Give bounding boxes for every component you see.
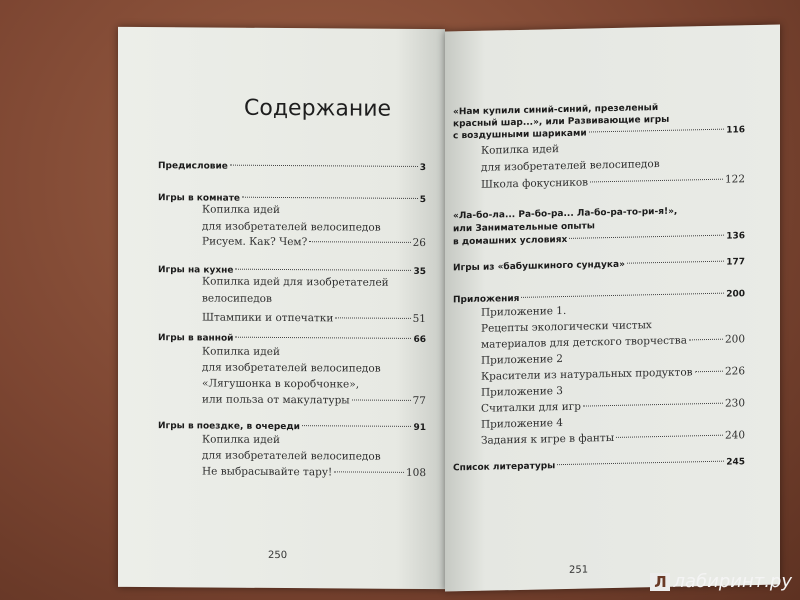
toc-subline: Копилка идей [202, 433, 280, 446]
toc-entry: Игры в поездке, в очереди 91 [158, 421, 426, 434]
toc-heading-line: или Занимательные опыты [453, 221, 595, 235]
open-book [118, 28, 780, 588]
toc-entry: Считалки для игр 230 [481, 397, 745, 415]
toc-entry: с воздушными шариками 116 [453, 125, 745, 142]
page-number: 251 [569, 564, 589, 576]
toc-entry: Штампики и отпечатки 51 [202, 311, 426, 326]
toc-heading-line: «Ла-бо-ла... Ра-бо-ра... Ла-бо-ра-то-ри-я!», [453, 206, 678, 222]
toc-entry: материалов для детского творчества 200 [481, 333, 745, 351]
toc-subline: Приложение 1. [481, 304, 567, 319]
watermark-text: лабиринт.ру [673, 571, 792, 592]
toc-subline: Приложение 3 [481, 385, 563, 399]
toc-entry: Задания к игре в фанты 240 [481, 429, 745, 447]
toc-subline: для изобретателей велосипедов [202, 449, 381, 463]
toc-entry: Приложения 200 [453, 289, 745, 306]
toc-subline: для изобретателей велосипедов [481, 158, 660, 174]
labirint-watermark [650, 571, 792, 592]
toc-subline: Копилка идей для изобретателей [202, 275, 389, 289]
toc-subline: Копилка идей [202, 345, 280, 358]
toc-subline: Приложение 4 [481, 417, 563, 431]
toc-entry: Предисловие 3 [158, 161, 426, 174]
toc-entry: в домашних условиях 136 [453, 231, 745, 248]
toc-subline: Копилка идей [202, 203, 280, 216]
toc-subline: «Лягушонка в коробчонке», [202, 377, 360, 391]
toc-entry: Игры из «бабушкиного сундука» 177 [453, 257, 745, 274]
toc-entry: Школа фокусников 122 [481, 173, 745, 191]
toc-subline: Копилка идей [481, 143, 559, 157]
page-number: 250 [268, 549, 288, 562]
toc-entry: Игры в комнате 5 [158, 193, 426, 206]
toc-subline: для изобретателей велосипедов [202, 220, 381, 234]
toc-subline: Рецепты экологически чистых [481, 319, 652, 335]
toc-entry: Список литературы 245 [453, 457, 745, 474]
toc-subline: для изобретателей велосипедов [202, 361, 381, 375]
right-page [445, 24, 780, 591]
toc-entry: Не выбрасывайте тару! 108 [202, 465, 426, 480]
contents-title: Содержание [244, 95, 392, 122]
toc-entry: или польза от макулатуры 77 [202, 393, 426, 408]
toc-entry: Рисуем. Как? Чем? 26 [202, 235, 426, 250]
toc-entry: Игры в ванной 66 [158, 333, 426, 346]
left-page [118, 27, 445, 589]
toc-subline: велосипедов [202, 292, 272, 305]
toc-heading-line: «Нам купили синий-синий, презеленый [453, 103, 659, 118]
toc-entry: Игры на кухне 35 [158, 265, 426, 278]
toc-subline: Приложение 2 [481, 353, 563, 367]
toc-entry: Красители из натуральных продуктов 226 [481, 365, 745, 383]
labirint-logo-icon: Л [650, 573, 670, 591]
toc-heading-line: красный шар...», или Развивающие игры [453, 114, 670, 130]
